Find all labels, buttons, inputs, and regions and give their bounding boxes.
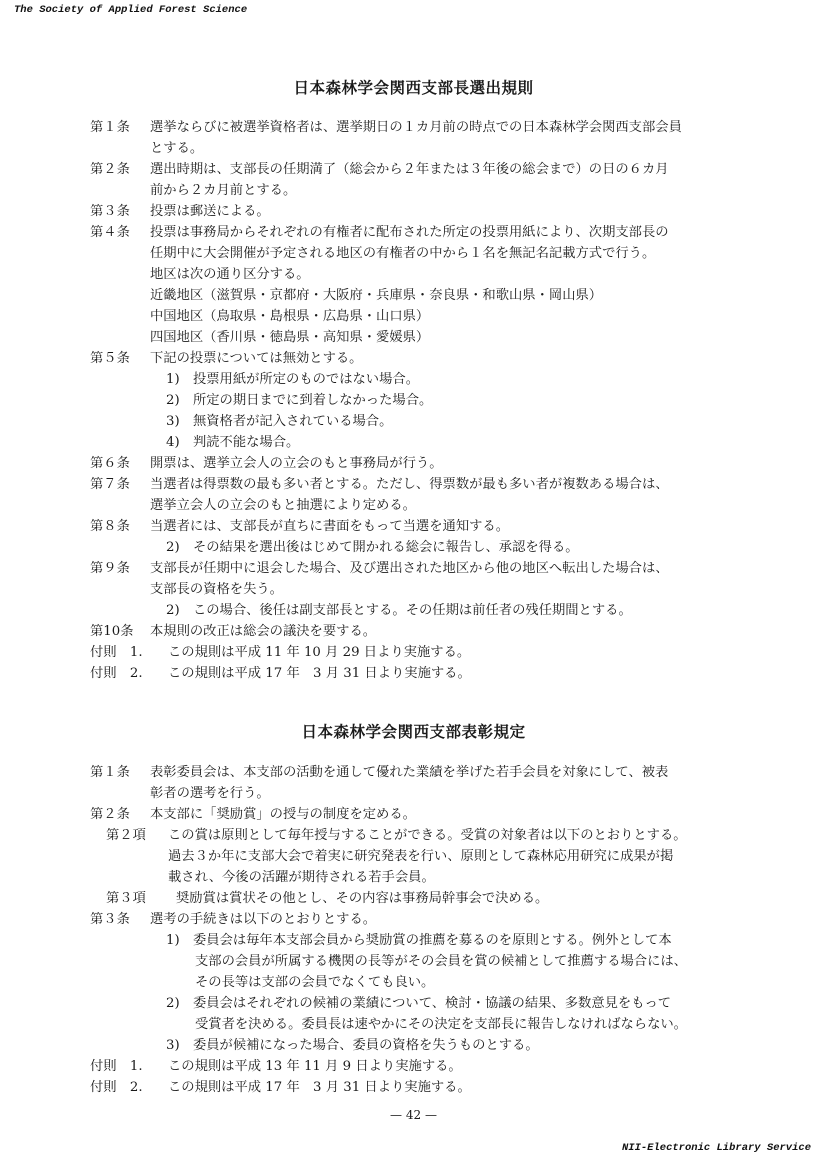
s1-line: 四国地区（香川県・徳島県・高知県・愛媛県） xyxy=(150,330,430,345)
s2-line: 3) 委員が候補になった場合、委員の資格を失うものとする。 xyxy=(166,1038,539,1053)
s2-line: その長等は支部の会員でなくても良い。 xyxy=(195,975,435,990)
s1-line: 選挙立会人の立会のもと抽選により定める。 xyxy=(150,498,416,513)
s2-line: 2) 委員会はそれぞれの候補の業績について、検討・協議の結果、多数意見をもって xyxy=(166,996,672,1011)
article-text: 投票は郵送による。 xyxy=(150,204,270,219)
article-label: 第10条 xyxy=(90,624,134,639)
s2-line: 載され、今後の活躍が期待される若手会員。 xyxy=(168,870,435,885)
article-text: 当選者は得票数の最も多い者とする。ただし、得票数が最も多い者が複数ある場合は、 xyxy=(150,477,669,492)
article-label: 第１条 xyxy=(90,120,130,135)
article-text: 支部長が任期中に退会した場合、及び選出された地区から他の地区へ転出した場合は、 xyxy=(150,561,669,576)
section2-title: 日本森林学会関西支部表彰規定 xyxy=(301,723,526,741)
clause-text: 奨励賞は賞状その他とし、その内容は事務局幹事会で決める。 xyxy=(176,891,549,906)
running-footer: NII-Electronic Library Service xyxy=(621,1142,811,1154)
article-text: 選挙ならびに被選挙資格者は、選挙期日の１カ月前の時点での日本森林学会関西支部会員 xyxy=(150,120,682,135)
article-text: 本規則の改正は総会の議決を要する。 xyxy=(150,624,377,639)
supplement-text: この規則は平成 17 年 3 月 31 日より実施する。 xyxy=(168,1080,471,1095)
article-text: 表彰委員会は、本支部の活動を通して優れた業績を挙げた若手会員を対象にして、被表 xyxy=(150,765,669,780)
clause-label: 第２項 xyxy=(106,828,146,843)
article-label: 第８条 xyxy=(90,519,130,534)
running-header: The Society of Applied Forest Science xyxy=(14,4,248,16)
s1-line: 1) 投票用紙が所定のものではない場合。 xyxy=(166,372,419,387)
article-label: 第２条 xyxy=(90,807,130,822)
article-label: 第９条 xyxy=(90,561,130,576)
supplement-label: 付則 1. xyxy=(90,645,143,660)
s1-line: 4) 判読不能な場合。 xyxy=(166,435,300,450)
article-label: 第５条 xyxy=(90,351,130,366)
article-label: 第６条 xyxy=(90,456,130,471)
s2-line: 受賞者を決める。委員長は速やかにその決定を支部長に報告しなければならない。 xyxy=(195,1017,687,1032)
s2-line: 彰者の選考を行う。 xyxy=(150,786,270,801)
s2-line: 1) 委員会は毎年本支部会員から奨励賞の推薦を募るのを原則とする。例外として本 xyxy=(166,933,672,948)
clause-label: 第３項 xyxy=(106,891,146,906)
article-text: 選考の手続きは以下のとおりとする。 xyxy=(150,912,377,927)
article-label: 第３条 xyxy=(90,912,130,927)
supplement-label: 付則 1. xyxy=(90,1059,143,1074)
article-text: 開票は、選挙立会人の立会のもと事務局が行う。 xyxy=(150,456,443,471)
article-text: 投票は事務局からそれぞれの有権者に配布された所定の投票用紙により、次期支部長の xyxy=(150,225,669,240)
s1-line: 地区は次の通り区分する。 xyxy=(150,267,310,282)
article-label: 第２条 xyxy=(90,162,130,177)
s1-line: 3) 無資格者が記入されている場合。 xyxy=(166,414,393,429)
s1-line: とする。 xyxy=(150,141,204,156)
article-text: 下記の投票については無効とする。 xyxy=(150,351,363,366)
article-label: 第４条 xyxy=(90,225,130,240)
article-label: 第３条 xyxy=(90,204,130,219)
s1-line: 2) その結果を選出後はじめて開かれる総会に報告し、承認を得る。 xyxy=(166,540,579,555)
s1-line: 支部長の資格を失う。 xyxy=(150,582,283,597)
s1-line: 2) この場合、後任は副支部長とする。その任期は前任者の残任期間とする。 xyxy=(166,603,632,618)
s2-line: 過去３か年に支部大会で着実に研究発表を行い、原則として森林応用研究に成果が掲 xyxy=(168,849,674,864)
supplement-text: この規則は平成 17 年 3 月 31 日より実施する。 xyxy=(168,666,471,681)
article-text: 当選者には、支部長が直ちに書面をもって当選を通知する。 xyxy=(150,519,510,534)
clause-text: この賞は原則として毎年授与することができる。受賞の対象者は以下のとおりとする。 xyxy=(168,828,687,843)
supplement-label: 付則 2. xyxy=(90,666,143,681)
article-text: 本支部に「奨励賞」の授与の制度を定める。 xyxy=(150,807,416,822)
article-label: 第１条 xyxy=(90,765,130,780)
supplement-label: 付則 2. xyxy=(90,1080,143,1095)
supplement-text: この規則は平成 13 年 11 月 9 日より実施する。 xyxy=(168,1059,462,1074)
section1-title: 日本森林学会関西支部長選出規則 xyxy=(293,79,534,97)
article-label: 第７条 xyxy=(90,477,130,492)
s1-line: 前から２カ月前とする。 xyxy=(150,183,297,198)
supplement-text: この規則は平成 11 年 10 月 29 日より実施する。 xyxy=(168,645,471,660)
s1-line: 近畿地区（滋賀県・京都府・大阪府・兵庫県・奈良県・和歌山県・岡山県） xyxy=(150,288,603,303)
s1-line: 2) 所定の期日までに到着しなかった場合。 xyxy=(166,393,433,408)
s1-line: 中国地区（鳥取県・島根県・広島県・山口県） xyxy=(150,309,430,324)
page-number: — 42 — xyxy=(390,1108,437,1122)
article-text: 選出時期は、支部長の任期満了（総会から２年または３年後の総会まで）の日の６カ月 xyxy=(150,162,669,177)
s1-line: 任期中に大会開催が予定される地区の有権者の中から１名を無記名記載方式で行う。 xyxy=(150,246,656,261)
s2-line: 支部の会員が所属する機関の長等がその会員を賞の候補として推薦する場合には、 xyxy=(195,954,687,969)
